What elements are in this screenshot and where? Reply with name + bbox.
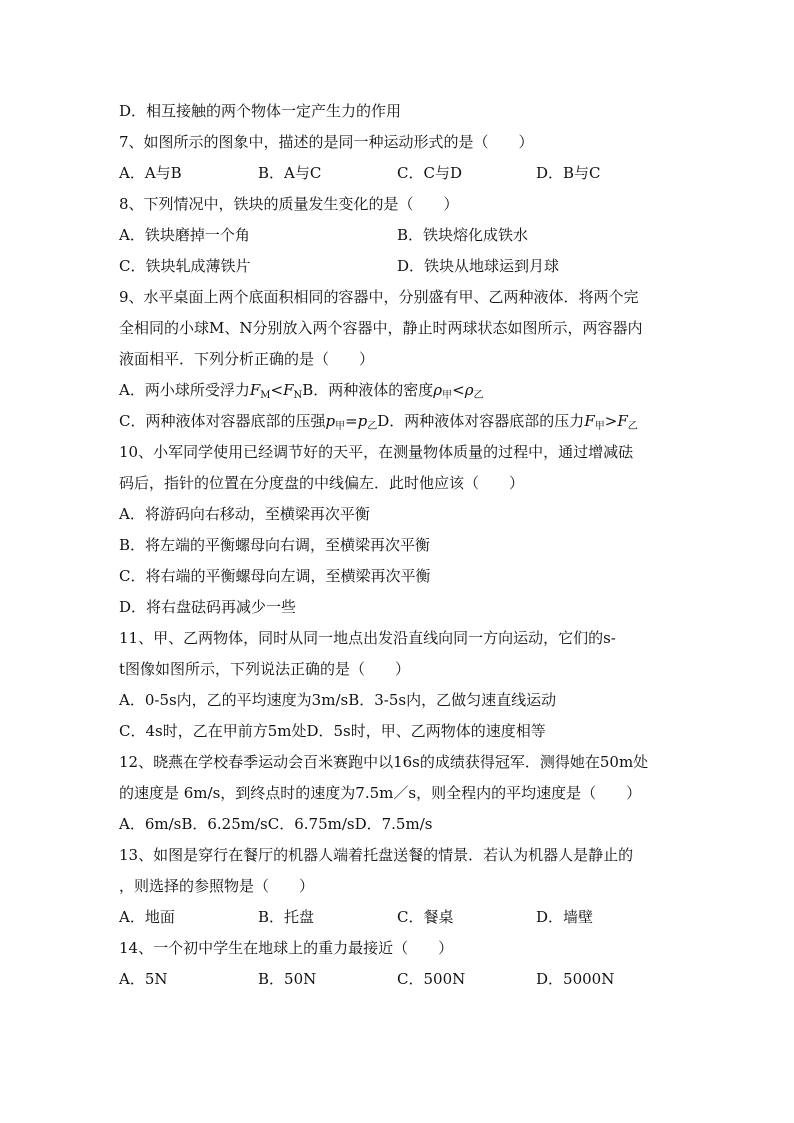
q11-options-ab: A．0-5s内，乙的平均速度为3m/sB．3-5s内，乙做匀速直线运动 [119,691,557,709]
q14-option-a: A．5N [119,970,168,988]
q11-stem-line2: t图像如图所示，下列说法正确的是（ ） [119,660,411,678]
q8-option-d: D．铁块从地球运到月球 [397,257,560,275]
q14-option-d: D．5000N [536,970,615,988]
pressure-symbol: p [357,412,368,430]
q12-stem-line1: 12、晓燕在学校春季运动会百米赛跑中以16s的成绩获得冠军．测得她在50m处 [119,753,649,771]
q8-option-b: B．铁块熔化成铁水 [397,226,529,244]
subscript-yi: 乙 [627,421,638,432]
subscript-n: N [293,390,303,401]
q11-options-cd: C．4s时，乙在甲前方5m处D．5s时，甲、乙两物体的速度相等 [119,722,546,740]
q10-option-a: A．将游码向右移动，至横梁再次平衡 [119,505,370,523]
less-than: < [270,381,284,399]
equals: = [345,412,358,430]
q14-option-c: C．500N [397,970,466,988]
q13-option-a: A．地面 [119,908,175,926]
greater-than: > [604,412,618,430]
subscript-jia: 甲 [594,421,605,432]
q7-option-b: B．A与C [258,164,322,182]
force-symbol: F [617,412,628,430]
q7-option-c: C．C与D [397,164,462,182]
less-than: < [452,381,465,399]
density-symbol: ρ [464,381,474,399]
q10-stem-line2: 码后，指针的位置在分度盘的中线偏左．此时他应该（ ） [119,474,525,492]
force-symbol: F [283,381,294,399]
q9-stem-line2: 全相同的小球M、N分别放入两个容器中，静止时两球状态如图所示，两容器内 [119,319,643,337]
q8-options-row2 [119,251,679,282]
q8-option-c: C．铁块轧成薄铁片 [119,257,251,275]
q14-stem: 14、一个初中学生在地球上的重力最接近（ ） [119,939,454,957]
q9-options-cd [119,406,679,437]
q13-option-b: B．托盘 [258,908,315,926]
force-symbol: F [584,412,595,430]
q13-option-c: C．餐桌 [397,908,454,926]
q8-options-row1 [119,220,679,251]
subscript-jia: 甲 [335,421,346,432]
q9-option-a-text: A．两小球所受浮力 [119,381,250,399]
q13-stem-line1: 13、如图是穿行在餐厅的机器人端着托盘送餐的情景．若认为机器人是静止的 [119,846,634,864]
q10-option-c: C．将右端的平衡螺母向左调，至横梁再次平衡 [119,567,431,585]
q9-option-b-text: B．两种液体的密度 [302,381,434,399]
q10-stem-line1: 10、小军同学使用已经调节好的天平，在测量物体质量的过程中，通过增减砝 [119,443,634,461]
density-symbol: ρ [433,381,443,399]
q8-option-a: A．铁块磨掉一个角 [119,226,250,244]
q13-options [119,902,679,933]
q13-option-d: D．墙壁 [536,908,594,926]
q13-stem-line2: ，则选择的参照物是（ ） [119,877,315,895]
q7-option-d: D．B与C [536,164,601,182]
pressure-symbol: p [325,412,336,430]
q7-stem: 7、如图所示的图象中，描述的是同一种运动形式的是（ ） [119,133,534,151]
q7-option-a: A．A与B [119,164,182,182]
subscript-yi: 乙 [367,421,378,432]
q12-options: A．6m/sB．6.25m/sC．6.75m/sD．7.5m/s [119,815,433,833]
q8-stem: 8、下列情况中，铁块的质量发生变化的是（ ） [119,195,459,213]
subscript-jia: 甲 [442,390,453,401]
q9-stem-line1: 9、水平桌面上两个底面积相同的容器中，分别盛有甲、乙两种液体．将两个完 [119,288,639,306]
subscript-yi: 乙 [473,390,484,401]
question-list [119,96,679,995]
q9-option-c-text: C．两种液体对容器底部的压强 [119,412,326,430]
q9-option-d-text: D．两种液体对容器底部的压力 [377,412,585,430]
q7-options [119,158,679,189]
q9-options-ab [119,375,679,406]
q11-stem-line1: 11、甲、乙两物体，同时从同一地点出发沿直线向同一方向运动，它们的s- [119,629,616,647]
q14-option-b: B．50N [258,970,317,988]
q14-options [119,964,679,995]
q6-option-d: D．相互接触的两个物体一定产生力的作用 [119,102,402,120]
q10-option-b: B．将左端的平衡螺母向右调，至横梁再次平衡 [119,536,431,554]
subscript-m: M [260,390,271,401]
q12-stem-line2: 的速度是 6m/s，到终点时的速度为7.5m／s，则全程内的平均速度是（ ） [119,784,642,802]
force-symbol: F [249,381,261,399]
q9-stem-line3: 液面相平．下列分析正确的是（ ） [119,350,375,368]
q10-option-d: D．将右盘砝码再减少一些 [119,598,297,616]
